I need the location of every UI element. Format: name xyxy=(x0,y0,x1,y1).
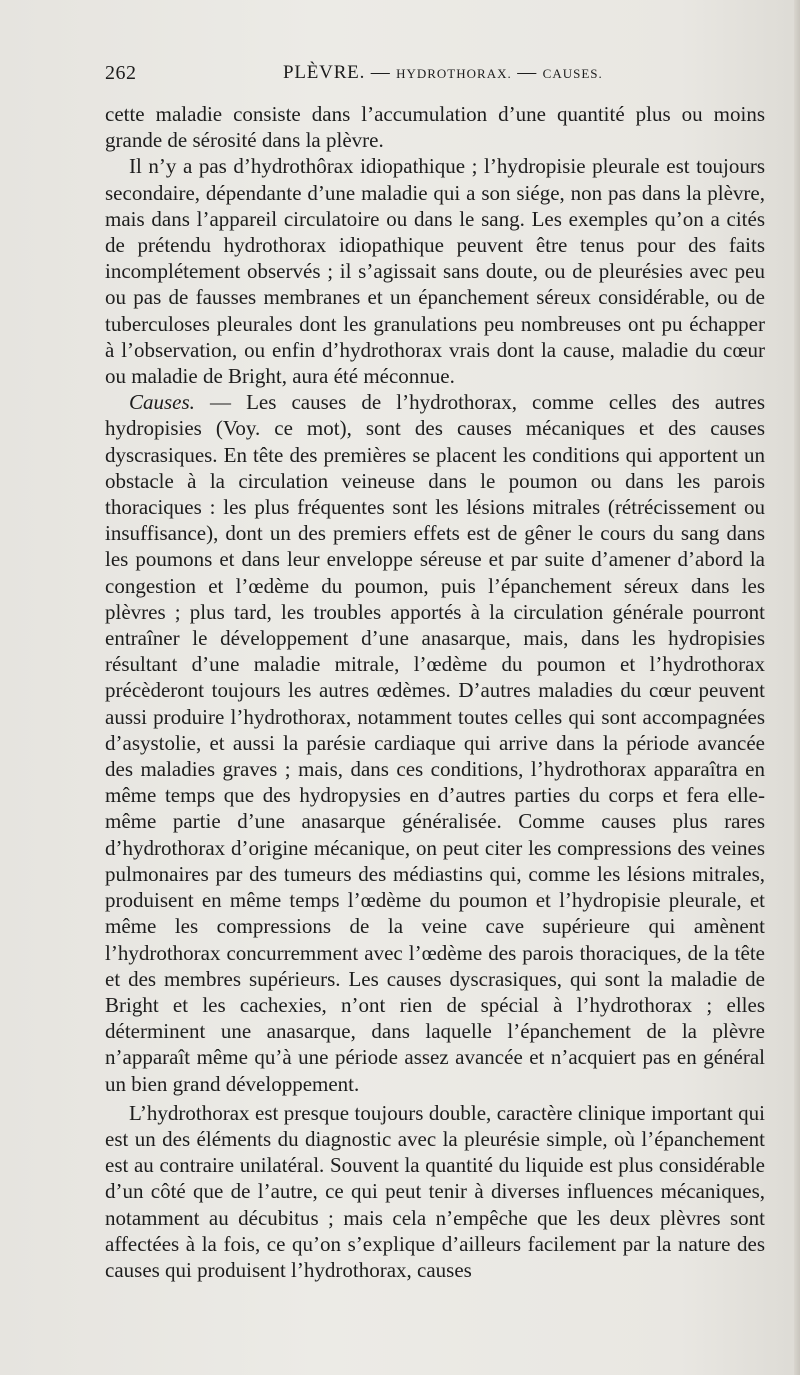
header-section: PLÈVRE. xyxy=(283,62,366,83)
page-gutter xyxy=(794,0,800,1375)
header-separator: — xyxy=(370,62,391,83)
paragraph-causes-text: — Les causes de l’hydrothorax, comme celles des autres hydropisies (Voy. ce mot), sont des causes mécaniques et des causes dyscrasiques. En tête des premières se placent les conditions qui apportent un obstacle à la circulation veineuse dans le poumon ou dans les parois thoraciques : les plus fréquentes sont les lésions mitrales (rétrécissement ou insuffisance), dont un des premiers effets est de gêner le cours du sang dans les poumons et dans leur enveloppe séreuse et par suite d’amener d’abord la congestion et l’œdème du poumon, puis l’épanchement séreux dans les plèvres ; plus tard, les troubles apportés à la circulation générale pourront entraîner le développement d’une anasarque, mais, dans les hydropisies résultant d’une maladie mitrale, l’œdème du poumon et l’hydrothorax précèderont toujours les autres œdèmes. D’autres maladies du cœur peuvent aussi produire l’hydrothorax, notamment toutes celles qui sont accompagnées d’asystolie, et aussi la parésie cardiaque qui arrive dans la période avancée des maladies graves ; mais, dans ces conditions, l’hydrothorax apparaîtra en même temps que des hydropysies en d’autres parties du corps et fera elle-même partie d’une anasarque généralisée. Comme causes plus rares d’hydrothorax d’origine mécanique, on peut citer les compressions des veines pulmonaires par des tumeurs des médiastins qui, comme les lésions mitrales, produisent en même temps l’œdème du poumon et l’hydropisie pleurale, et même les compressions de la veine cave supérieure qui amènent l’hydrothorax concurremment avec l’œdème des parois thoraciques, de la tête et des membres supérieurs. Les causes dyscrasiques, qui sont la maladie de Bright et les cachexies, n’ont rien de spécial à l’hydrothorax ; elles déterminent une anasarque, dans laquelle l’épanchement de la plèvre n’apparaît même qu’à une période assez avancée et n’acquiert pas en général un bien grand développement. xyxy=(105,390,765,1096)
header-separator: — xyxy=(517,62,538,83)
paragraph-continuation: cette maladie consiste dans l’accumulation d’une quantité plus ou moins grande de sérosité dans la plèvre. xyxy=(105,102,765,153)
section-lead-causes: Causes. xyxy=(129,390,195,415)
paragraph-bilateral: L’hydrothorax est presque toujours double, caractère clinique important qui est un des éléments du diagnostic avec la pleurésie simple, où l’épanchement est au contraire unilatéral. Souvent la quantité du liquide est plus considérable d’un côté que de l’autre, ce qui peut tenir à diverses influences mécaniques, notamment au décubitus ; mais cela n’empêche que les deux plèvres sont affectées à la fois, ce qu’on s’explique d’ailleurs facilement par la nature des causes qui produisent l’hydrothorax, causes xyxy=(105,1100,765,1282)
page-body xyxy=(105,101,765,1283)
paragraph-causes xyxy=(105,389,765,1096)
page-number: 262 xyxy=(105,62,137,84)
paragraph-idiopathic: Il n’y a pas d’hydrothôrax idiopathique ; l’hydropisie pleurale est toujours secondaire, dépendante d’une maladie qui a son siége, non pas dans la plèvre, mais dans l’appareil circulatoire ou dans le sang. Les exemples qu’on a cités de prétendu hydrothorax idiopathique peuvent être tenus pour des faits incomplétement observés ; il s’agissait sans doute, ou de pleurésies avec peu ou pas de fausses membranes et un épanchement séreux considérable, ou de tuberculoses pleurales dont les granulations peu nombreuses ont pu échapper à l’observation, ou enfin d’hydrothorax vrais dont la cause, maladie du cœur ou maladie de Bright, aura été méconnue. xyxy=(105,154,765,389)
running-header xyxy=(105,62,765,92)
running-title xyxy=(283,62,603,84)
header-topic: CAUSES. xyxy=(542,66,603,81)
header-subsection: HYDROTHORAX. xyxy=(396,66,512,81)
